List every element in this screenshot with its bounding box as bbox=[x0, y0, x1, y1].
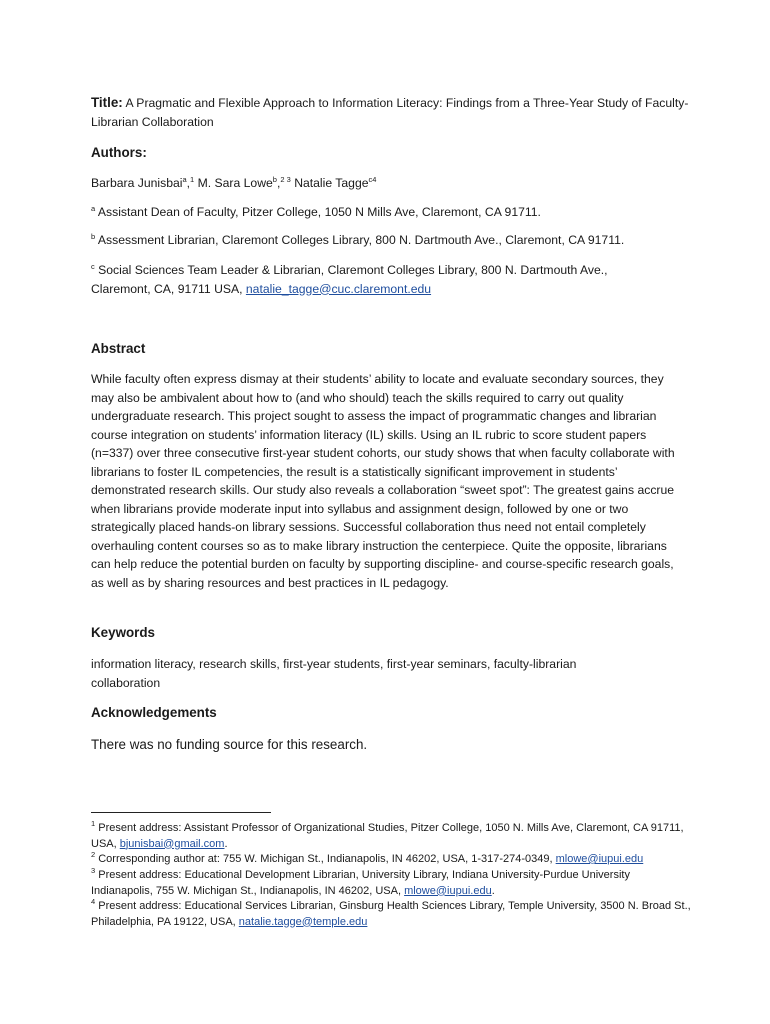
author-footnote-mark: 1 bbox=[190, 175, 195, 184]
footnote-end: . bbox=[224, 837, 228, 850]
keywords-heading: Keywords bbox=[91, 625, 155, 640]
footnote-number: 4 bbox=[91, 897, 96, 906]
affiliation-mark: a bbox=[91, 204, 96, 213]
affiliation-email-link[interactable]: natalie_tagge@cuc.claremont.edu bbox=[245, 281, 432, 296]
author-list bbox=[91, 174, 691, 193]
affiliation-mark: b bbox=[91, 232, 96, 241]
author-affiliation-mark: c bbox=[368, 175, 373, 184]
paper-title: A Pragmatic and Flexible Approach to Information Literacy: Findings from a Three-Year Study of Faculty-Librarian Collaboration bbox=[91, 96, 689, 129]
author-name: Natalie Tagge bbox=[294, 176, 369, 190]
author-affiliation-mark: b bbox=[272, 175, 277, 184]
affiliation-a bbox=[91, 203, 691, 222]
footnote-text: Present address: Educational Services Librarian, Ginsburg Health Sciences Library, Temple University, 3500 N. Broad St., Philadelphia, PA 19122, USA, bbox=[91, 900, 691, 928]
footnote-email-link[interactable]: natalie.tagge@temple.edu bbox=[238, 915, 368, 928]
abstract-heading: Abstract bbox=[91, 341, 146, 356]
footnote-3 bbox=[91, 868, 691, 899]
footnote-2 bbox=[91, 852, 691, 868]
footnote-number: 3 bbox=[91, 866, 96, 875]
author-name: M. Sara Lowe bbox=[197, 176, 273, 190]
footnote-email-link[interactable]: mlowe@iupui.edu bbox=[404, 884, 492, 897]
affiliation-text: Assistant Dean of Faculty, Pitzer College, 1050 N Mills Ave, Claremont, CA 91711. bbox=[97, 205, 541, 219]
author-footnote-mark: 4 bbox=[372, 175, 377, 184]
title-label: Title: bbox=[91, 95, 123, 110]
keywords-body: information literacy, research skills, first-year students, first-year seminars, faculty-librarian collaboration bbox=[91, 657, 577, 690]
footnote-text: Present address: Assistant Professor of Organizational Studies, Pitzer College, 1050 N. Mills Ave, Claremont, CA 91711, USA, bbox=[91, 822, 684, 850]
affiliation-text: Social Sciences Team Leader & Librarian, Claremont Colleges Library, 800 N. Dartmouth Ave., Claremont, CA, 91711 USA, bbox=[91, 263, 608, 296]
abstract-body: While faculty often express dismay at their students’ ability to locate and evaluate secondary sources, they may also be ambivalent about how to (and who should) teach the skills required to carry out quality undergraduate research. This project sought to assess the impact of programmatic changes and librarian course integration on students’ information literacy (IL) skills. Using an IL rubric to score student papers (n=337) over three consecutive first-year student cohorts, our study shows that when faculty collaborate with librarians to foster IL competencies, the result is a statistically significant improvement in students’ demonstrated research skills. Our study also reveals a collaboration “sweet spot”: The greatest gains accrue when librarians provide moderate input into syllabus and assignment design, followed by one or two strategically placed hands-on library sessions. Successful collaboration thus need not entail completely overhauling content courses so as to make library instruction the centerpiece. Quite the opposite, librarians can help reduce the potential burden on faculty by supporting discipline- and course-specific research goals, as well as by sharing resources and best practices in IL pedagogy. bbox=[91, 372, 675, 590]
acknowledgements-body: There was no funding source for this research. bbox=[91, 737, 368, 752]
footnote-text: Present address: Educational Development Librarian, University Library, Indiana University-Purdue University Indianapolis, 755 W. Michigan St., Indianapolis, IN 46202, USA, bbox=[91, 869, 630, 897]
affiliation-b bbox=[91, 231, 691, 250]
author-affiliation-mark: a bbox=[182, 175, 187, 184]
affiliation-text: Assessment Librarian, Claremont Colleges Library, 800 N. Dartmouth Ave., Claremont, CA 91711. bbox=[97, 233, 625, 247]
author-footnote-mark: 2 3 bbox=[280, 175, 291, 184]
title-block bbox=[91, 94, 691, 131]
footnote-number: 2 bbox=[91, 850, 96, 859]
footnote-4 bbox=[91, 899, 691, 930]
author-separator: , bbox=[186, 176, 191, 190]
footnote-divider bbox=[91, 812, 271, 813]
footnote-email-link[interactable]: mlowe@iupui.edu bbox=[555, 853, 644, 865]
footnote-email-link[interactable]: bjunisbai@gmail.com bbox=[119, 837, 225, 850]
affiliation-mark: c bbox=[91, 262, 95, 271]
author-name: Barbara Junisbai bbox=[91, 176, 183, 190]
authors-heading: Authors: bbox=[91, 145, 147, 160]
footnote-1 bbox=[91, 821, 691, 852]
author-separator: , bbox=[276, 176, 281, 190]
footnote-text: Corresponding author at: 755 W. Michigan St., Indianapolis, IN 46202, USA, 1-317-274-0349, bbox=[98, 853, 553, 865]
footnote-end: . bbox=[491, 884, 495, 897]
affiliation-c bbox=[91, 261, 631, 298]
footnote-number: 1 bbox=[91, 819, 96, 828]
acknowledgements-heading: Acknowledgements bbox=[91, 705, 217, 720]
